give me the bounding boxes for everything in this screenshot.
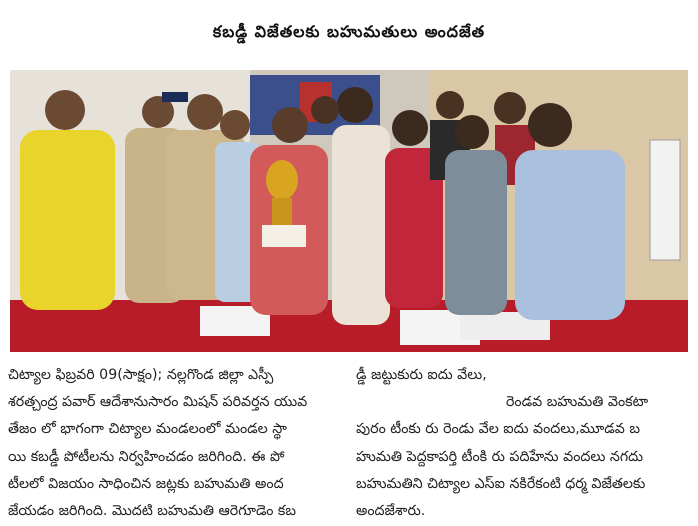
headline: కబడ్డీ విజేతలకు బహుమతులు అందజేత [212, 21, 486, 41]
article-line: హుమతి పెద్దకాపర్తి టీంకి రు పదిహేను వందలు నగదు [356, 448, 644, 465]
article-line: తేజం లో భాగంగా చిట్యాల మండలంలో మండల స్థా [8, 421, 287, 438]
news-photo [10, 70, 688, 352]
article-line: డ్డీ జట్టుకురు ఐదు వేలు, [356, 367, 487, 383]
article-right-column [356, 362, 690, 525]
article-line: యి కబడ్డీ పోటీలను నిర్వహించడం జరిగింది. ఈ పో [8, 448, 285, 465]
article-line: టీలలో విజయం సాధించిన జట్లకు బహుమతి అంద [8, 475, 284, 492]
group-photo-illustration [10, 70, 688, 352]
article-line: చిట్యాల ఫిబ్రవరి 09(సాక్షం); నల్లగొండ జిల్లా ఎస్పీ [8, 367, 274, 383]
article-line: బహుమతిని చిట్యాల ఎస్ఐ నకిరేకంటి ధర్మ విజేతలకు [356, 475, 646, 492]
article-line: పురం టీంకు రు రెండు వేల ఐదు వందలు,మూడవ బ [356, 421, 641, 438]
article-line: రెండవ బహుమతి వెంకటా [506, 394, 649, 411]
article-left-column [8, 362, 338, 525]
article-line: శరత్చంద్ర పవార్ ఆదేశానుసారం మిషన్ పరివర్తన యువ [8, 394, 308, 411]
article-line: జేయడం జరిగింది. మొదటి బహుమతి ఆరెగూడెం కబ [8, 503, 296, 520]
article-line: అందజేశారు. [356, 503, 426, 520]
